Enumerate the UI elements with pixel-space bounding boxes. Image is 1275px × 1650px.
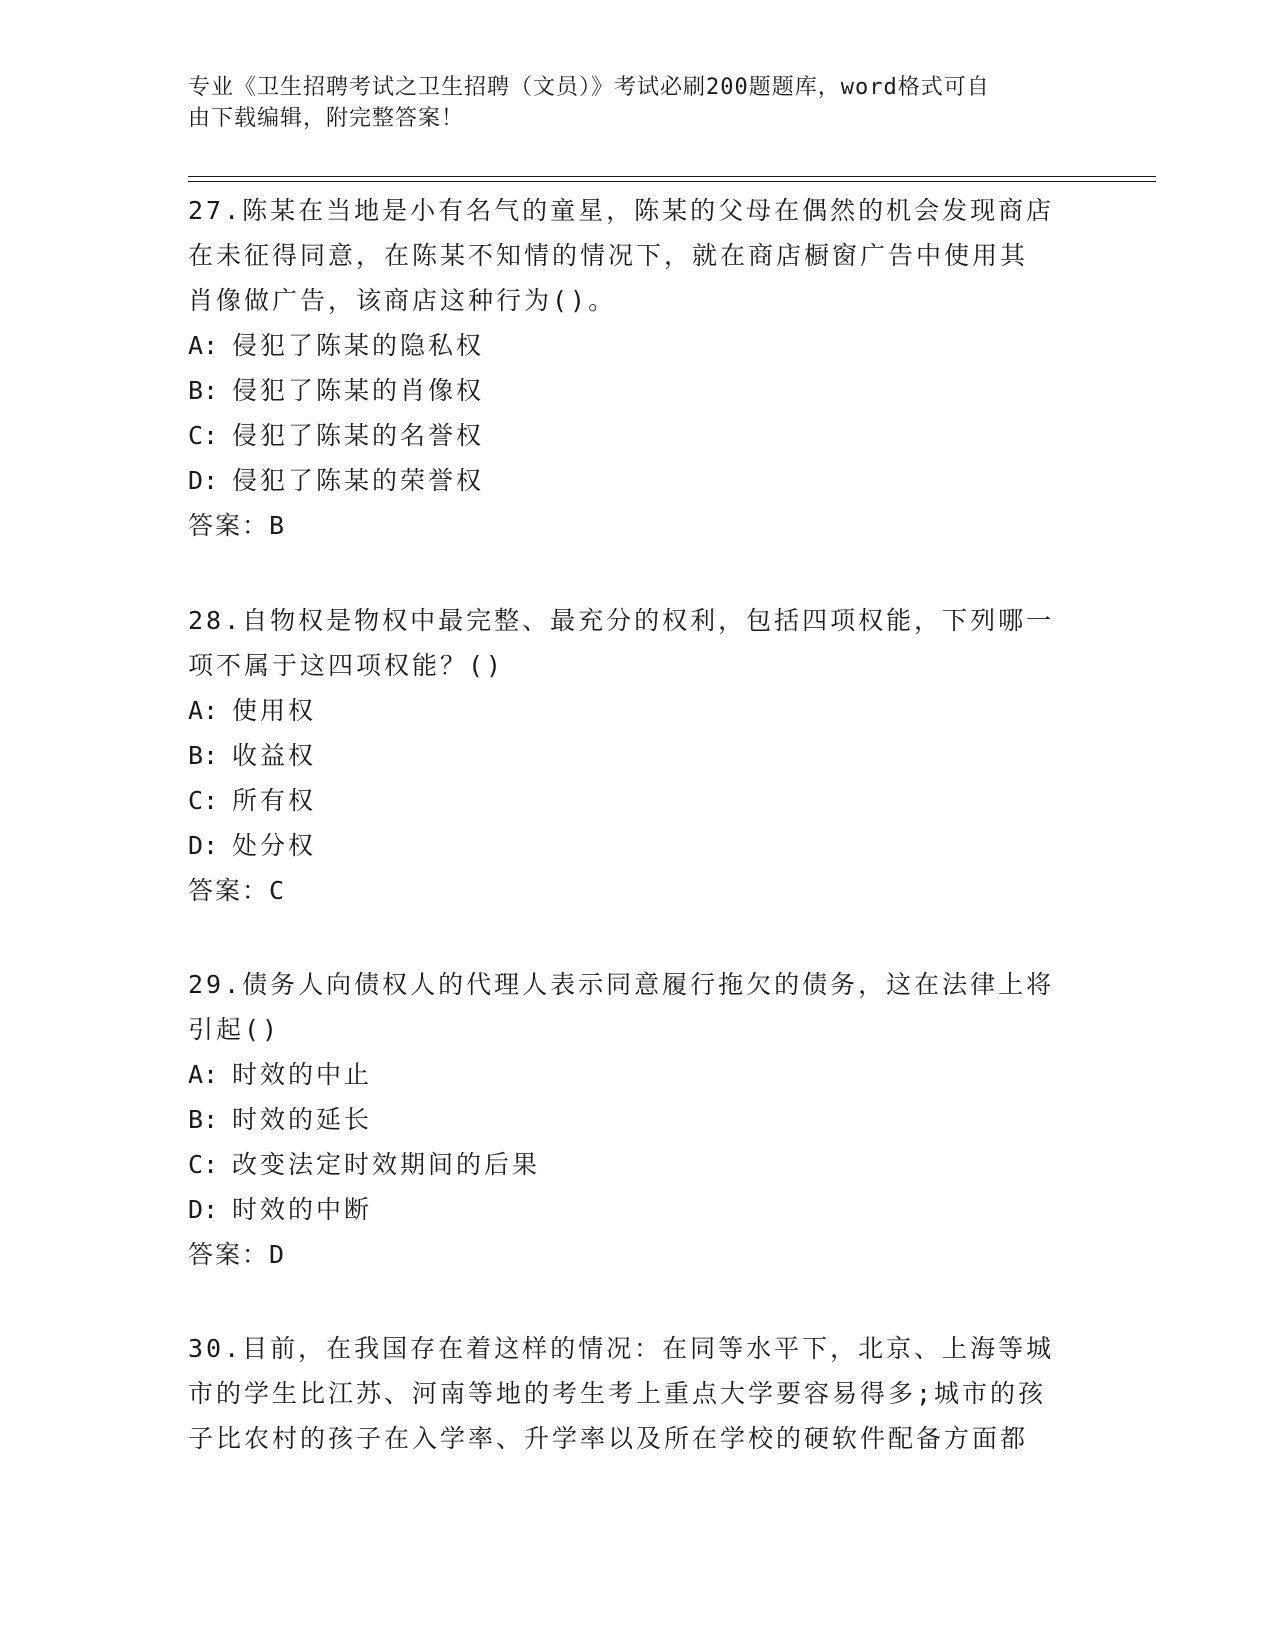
header-title-line-1: 专业《卫生招聘考试之卫生招聘（文员）》考试必刷200题题库，word格式可自: [188, 75, 990, 100]
question-30: [188, 1326, 1088, 1461]
question-stem-line: 在未征得同意，在陈某不知情的情况下，就在商店橱窗广告中使用其: [188, 241, 1029, 270]
answer-label: 答案：: [188, 1240, 270, 1269]
option-d: [188, 823, 1088, 868]
question-stem-line: 27.陈某在当地是小有名气的童星，陈某的父母在偶然的机会发现商店: [188, 196, 1055, 225]
option-b: [188, 1097, 1088, 1142]
option-letter: D:: [188, 466, 219, 495]
answer-label: 答案：: [188, 511, 270, 540]
answer-value: C: [269, 876, 285, 905]
option-letter: A:: [188, 331, 219, 360]
header-title-line-2: 由下载编辑，附完整答案！: [188, 106, 465, 131]
option-d: [188, 458, 1088, 503]
answer-line: [188, 503, 1088, 548]
question-29: [188, 962, 1088, 1277]
option-letter: C:: [188, 786, 219, 815]
option-letter: B:: [188, 1105, 219, 1134]
option-b: [188, 733, 1088, 778]
option-text: 处分权: [232, 831, 317, 860]
option-a: [188, 1052, 1088, 1097]
option-letter: C:: [188, 1150, 219, 1179]
question-stem-line: 项不属于这四项权能？(): [188, 651, 505, 680]
question-27: [188, 188, 1088, 548]
option-d: [188, 1187, 1088, 1232]
option-text: 改变法定时效期间的后果: [232, 1150, 541, 1179]
question-stem-line: 子比农村的孩子在入学率、升学率以及所在学校的硬软件配备方面都: [188, 1424, 1029, 1453]
option-a: [188, 688, 1088, 733]
option-letter: B:: [188, 741, 219, 770]
header-divider-bottom: [188, 181, 1156, 182]
question-stem-line: 市的学生比江苏、河南等地的考生考上重点大学要容易得多;城市的孩: [188, 1379, 1047, 1408]
answer-label: 答案：: [188, 876, 270, 905]
option-c: [188, 778, 1088, 823]
question-stem-line: 28.自物权是物权中最完整、最充分的权利，包括四项权能，下列哪一: [188, 606, 1055, 635]
option-text: 收益权: [232, 741, 317, 770]
question-stem-line: 肖像做广告，该商店这种行为()。: [188, 286, 617, 315]
header-divider-top: [188, 176, 1156, 177]
question-stem-line: 30.目前，在我国存在着这样的情况：在同等水平下，北京、上海等城: [188, 1334, 1055, 1363]
option-text: 所有权: [232, 786, 317, 815]
option-c: [188, 413, 1088, 458]
option-text: 时效的中止: [232, 1060, 373, 1089]
option-text: 侵犯了陈某的荣誉权: [232, 466, 485, 495]
option-letter: D:: [188, 831, 219, 860]
answer-line: [188, 1232, 1088, 1277]
question-28: [188, 598, 1088, 913]
option-letter: D:: [188, 1195, 219, 1224]
answer-line: [188, 868, 1088, 913]
option-letter: B:: [188, 376, 219, 405]
document-header: [188, 72, 1068, 134]
option-text: 时效的延长: [232, 1105, 373, 1134]
question-stem-line: 引起(): [188, 1015, 281, 1044]
option-letter: A:: [188, 696, 219, 725]
option-letter: A:: [188, 1060, 219, 1089]
option-text: 时效的中断: [232, 1195, 373, 1224]
option-text: 侵犯了陈某的隐私权: [232, 331, 485, 360]
option-text: 侵犯了陈某的名誉权: [232, 421, 485, 450]
option-text: 侵犯了陈某的肖像权: [232, 376, 485, 405]
answer-value: D: [269, 1240, 285, 1269]
option-letter: C:: [188, 421, 219, 450]
question-stem-line: 29.债务人向债权人的代理人表示同意履行拖欠的债务，这在法律上将: [188, 970, 1055, 999]
option-text: 使用权: [232, 696, 317, 725]
option-b: [188, 368, 1088, 413]
option-a: [188, 323, 1088, 368]
option-c: [188, 1142, 1088, 1187]
answer-value: B: [269, 511, 285, 540]
